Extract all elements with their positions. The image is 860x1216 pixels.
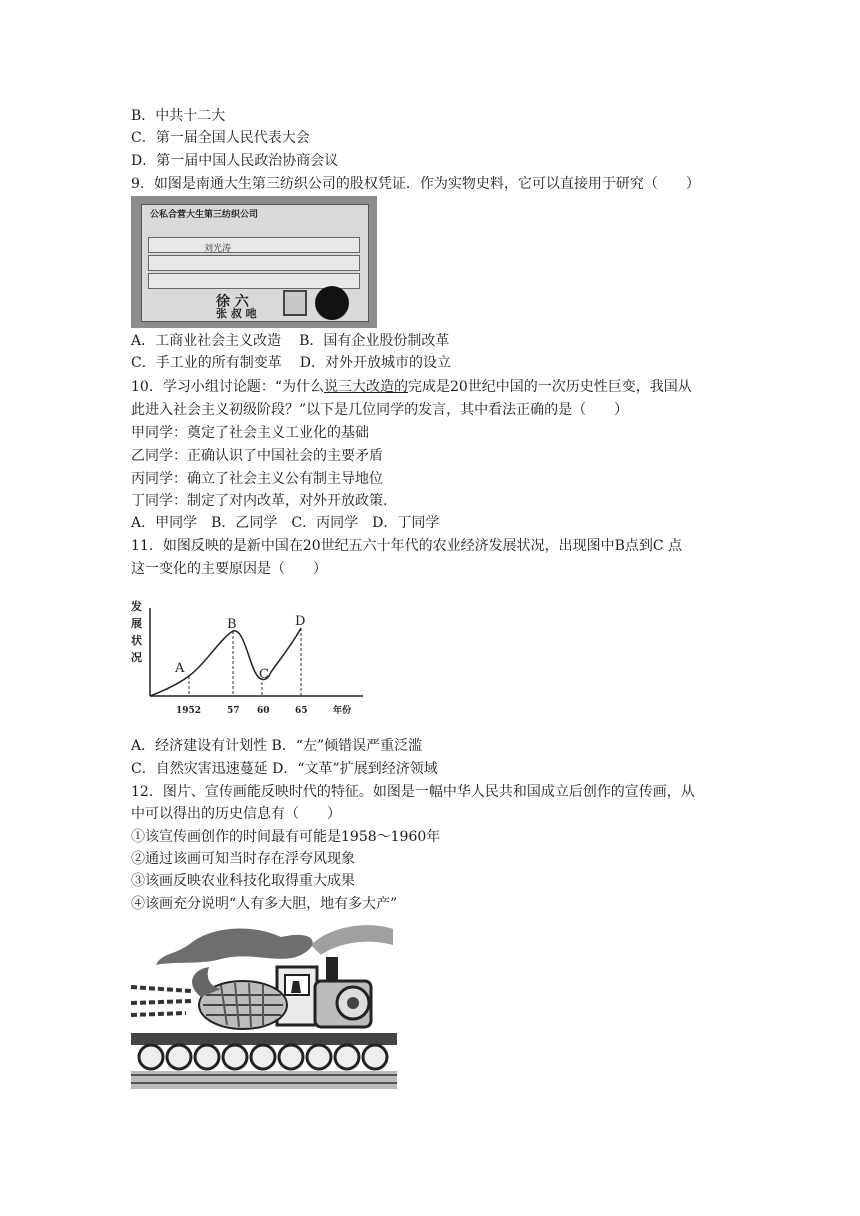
ylabel-char-1: 发 xyxy=(131,600,142,613)
option-b-text: B．中共十二大 xyxy=(131,108,226,124)
q10-statement-1: 甲同学：奠定了社会主义工业化的基础 xyxy=(131,425,369,441)
x-tick-65: 65 xyxy=(295,706,308,716)
x-tick-1952: 1952 xyxy=(176,706,202,716)
q12-statement-2: ②通过该画可知当时存在浮夸风现象 xyxy=(131,851,355,867)
question-9-options-cd xyxy=(131,353,451,373)
question-12-line2: 中可以得出的历史信息有（ ） xyxy=(131,806,341,822)
point-label-b: B xyxy=(227,617,237,632)
q10-text-post: 完成是20世纪中国的一次历史性巨变，我国从 xyxy=(407,379,692,395)
chart-ylabel xyxy=(131,599,142,664)
q10-underlined: 说三大改造的 xyxy=(323,379,408,395)
certificate-signature-2: 张 叔 吔 xyxy=(216,307,257,320)
question-10-line2: 此进入社会主义初级阶段？”以下是几位同学的发言，其中看法正确的是（ ） xyxy=(131,402,629,418)
train-icon xyxy=(131,925,397,1089)
question-9: 9．如图是南通大生第三纺织公司的股权凭证．作为实物史料，它可以直接用于研究（ ） xyxy=(131,176,700,192)
point-label-c: C xyxy=(259,667,269,682)
agriculture-chart xyxy=(131,598,369,724)
point-label-a: A xyxy=(175,661,185,676)
series-line xyxy=(150,628,301,696)
q12-statement-1: ①该宣传画创作的时间最有可能是1958～1960年 xyxy=(131,829,441,845)
ylabel-char-2: 展 xyxy=(131,617,142,630)
q9-option-d: D．对外开放城市的设立 xyxy=(299,355,451,371)
q10-statement-3: 丙同学：确立了社会主义公有制主导地位 xyxy=(131,471,383,487)
certificate-title: 公私合营大生第三纺织公司 xyxy=(150,210,259,220)
q9-option-b: B．国有企业股份制改革 xyxy=(299,333,450,349)
q12-statement-3: ③该画反映农业科技化取得重大成果 xyxy=(131,873,355,889)
propaganda-poster xyxy=(131,915,397,1091)
x-tick-57: 57 xyxy=(227,706,240,716)
ink-blot-icon xyxy=(315,286,349,320)
ylabel-char-3: 状 xyxy=(131,634,142,647)
q9-option-a: A．工商业社会主义改造 xyxy=(131,333,282,349)
q11-options-ab: A．经济建设有计划性 B．“左”倾错误严重泛滥 xyxy=(131,738,423,754)
q9-option-c: C．手工业的所有制变革 xyxy=(131,355,282,371)
ylabel-char-4: 况 xyxy=(131,651,142,664)
certificate-signature-1: 徐 六 xyxy=(216,294,249,310)
q10-statement-4: 丁同学：制定了对内改革，对外开放政策. xyxy=(131,493,388,509)
seal-stamp-icon xyxy=(283,290,307,316)
q10-text-pre: 10．学习小组讨论题：“为什么 xyxy=(131,379,324,395)
question-9-options-ab xyxy=(131,331,449,351)
x-tick-60: 60 xyxy=(257,706,270,716)
certificate-holder: 刘光涛 xyxy=(204,244,232,254)
q10-statement-2: 乙同学：正确认识了中国社会的主要矛盾 xyxy=(131,448,383,464)
q11-options-cd: C．自然灾害迅速蔓延 D．“文革”扩展到经济领域 xyxy=(131,761,438,777)
question-11: 11．如图反映的是新中国在20世纪五六十年代的农业经济发展状况，出现图中B点到C 点 xyxy=(131,538,683,554)
question-11-line2: 这一变化的主要原因是（ ） xyxy=(131,561,327,577)
x-axis-label: 年份 xyxy=(333,706,352,716)
option-d-text: D．第一届中国人民政治协商会议 xyxy=(131,153,339,169)
option-c-text: C．第一届全国人民代表大会 xyxy=(131,130,310,146)
stock-certificate-photo xyxy=(131,196,377,328)
q10-options: A．甲同学 B．乙同学 C．丙同学 D．丁同学 xyxy=(131,515,440,531)
question-10 xyxy=(131,377,692,397)
point-label-d: D xyxy=(295,614,306,629)
q12-statement-4: ④该画充分说明“人有多大胆，地有多大产” xyxy=(131,896,398,912)
question-12: 12．图片、宣传画能反映时代的特征。如图是一幅中华人民共和国成立后创作的宣传画，从 xyxy=(131,784,695,800)
